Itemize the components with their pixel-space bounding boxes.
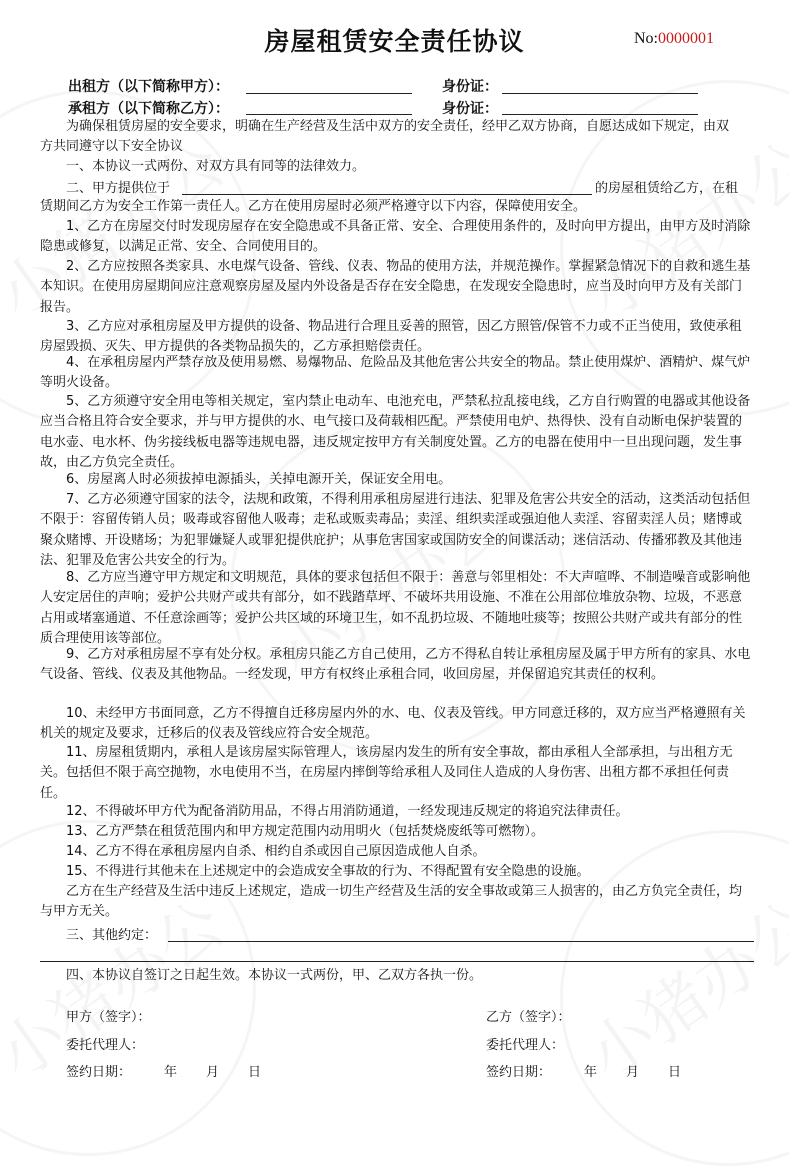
lessor-id-label: 身份证： [442,79,498,95]
clause-4: 四、本协议自签订之日起生效。本协议一式两份，甲、乙双方各执一份。 [66,968,483,983]
item-5: 5、乙方须遵守安全用电等相关规定，室内禁止电动车、电池充电，严禁私拉乱接电线，乙方自行购置的电器或其他设备应当合格且符合安全要求，并与甲方提供的水、电气接口及荷载相匹配。严禁使用电炉、热得快、没有自动断电保护装置的电水壶、电水杯、伪劣接线板电器等违规电器，违反规定按甲方有关制度处置。乙方的电器在使用中一旦出现问题，发生事故，由乙方负完全责任。 [40,394,751,471]
item-1: 1、乙方在房屋交付时发现房屋存在安全隐患或不具备正常、安全、合理使用条件的，及时向甲方提出，由甲方及时消除隐患或修复，以满足正常、安全、合同使用目的。 [40,219,751,255]
lessee-id-field[interactable] [502,114,698,115]
liability-paragraph: 乙方在生产经营及生活中违反上述规定，造成一切生产经营及生活的安全事故或第三人损害的，由乙方负完全责任，均与甲方无关。 [40,884,743,920]
item-15: 15、不得进行其他未在上述规定中的会造成安全事故的行为、不得配置有安全隐患的设施。 [66,864,590,879]
item-12: 12、不得破坏甲方代为配备消防用品，不得占用消防通道，一经发现违反规定的将追究法律责任。 [66,804,629,819]
intro-paragraph: 为确保租赁房屋的安全要求，明确在生产经营及生活中双方的安全责任，经甲乙双方协商，自愿达成如下规定，由双方共同遵守以下安全协议 [40,119,730,155]
party-a-agent-label: 委托代理人： [66,1038,145,1053]
item-11: 11、房屋租赁期内，承租人是该房屋实际管理人，该房屋内发生的所有安全事故，都由承租人全部承担，与出租方无关。包括但不限于高空抛物，水电使用不当，在房屋内摔倒等给承租人及同住人造成的人身伤害、出租方都不承担任何责任。 [40,745,733,801]
party-b-date-month: 月 [626,1065,640,1080]
party-a-date-label: 签约日期： [66,1065,132,1080]
document-number [634,30,714,48]
item-7: 7、乙方必须遵守国家的法令，法规和政策，不得利用承租房屋进行违法、犯罪及危害公共安全的活动，这类活动包括但不限于：容留传销人员；吸毒或容留他人吸毒；走私或贩卖毒品；卖淫、组织卖淫或强迫他人卖淫、容留卖淫人员；赌博或聚众赌博、开设赌场；为犯罪嫌疑人或罪犯提供庇护；从事危害国家或国防安全的间谍活动；迷信活动、传播邪教及其他违法、犯罪及危害公共安全的行为。 [40,492,751,569]
page-title: 房屋租赁安全责任协议 [264,27,525,56]
party-a-date-month: 月 [206,1065,220,1080]
party-a-signature-label: 甲方（签字）： [66,1010,151,1025]
other-terms-field-1[interactable] [168,941,754,942]
item-10: 10、未经甲方书面同意，乙方不得擅自迁移房屋内外的水、电、仪表及管线。甲方同意迁移的，双方应当严格遵照有关机关的规定及要求，迁移后的仪表及管线应符合安全规范。 [40,706,746,742]
party-a-date-year: 年 [164,1065,178,1080]
number-value: 0000001 [658,30,714,47]
party-b-signature-label: 乙方（签字）： [486,1010,571,1025]
party-a-date-day: 日 [248,1065,262,1080]
party-b-date-day: 日 [668,1065,682,1080]
party-b-agent-label: 委托代理人： [486,1038,565,1053]
item-2: 2、乙方应按照各类家具、水电煤气设备、管线、仪表、物品的使用方法，并规范操作。掌握紧急情况下的自救和逃生基本知识。在使用房屋期间应注意观察房屋及屋内外设备是否存在安全隐患，在发现安全隐患时，应当及时向甲方及有关部门报告。 [40,259,751,315]
lessee-name-field[interactable] [246,114,412,115]
item-9: 9、乙方对承租房屋不享有处分权。承租房只能乙方自己使用，乙方不得私自转让承租房屋及属于甲方所有的家具、水电气设备、管线、仪表及其他物品。一经发现，甲方有权终止承租合同，收回房屋，并保留追究其责任的权利。 [40,647,751,683]
clause-1: 一、本协议一式两份、对双方具有同等的法律效力。 [66,159,366,174]
property-address-field[interactable] [182,194,592,195]
item-8: 8、乙方应当遵守甲方规定和文明规范，具体的要求包括但不限于：善意与邻里相处：不大声喧哗、不制造噪音或影响他人安定居住的声响；爱护公共财产或共有部分，如不践踏草坪、不破坏共用设施、不准在公用部位堆放杂物、垃圾，不恶意占用或堵塞通道、不任意涂画等；爱护公共区域的环境卫生，如不乱扔垃圾、不随地吐痰等；按照公共财产或共有部分的性质合理使用该等部位。 [40,570,751,647]
lessee-label: 承租方（以下简称乙方）： [68,101,229,117]
lessee-id-label: 身份证： [442,101,498,117]
number-prefix: No: [634,30,658,47]
item-4: 4、在承租房屋内严禁存放及使用易燃、易爆物品、危险品及其他危害公共安全的物品。禁止使用煤炉、酒精炉、煤气炉等明火设备。 [40,355,751,391]
lessor-id-field[interactable] [502,93,698,94]
item-14: 14、乙方不得在承租房屋内自杀、相约自杀或因自己原因造成他人自杀。 [66,844,486,859]
clause-2-end: 的房屋租赁给乙方，在租 [595,181,739,196]
other-terms-field-2[interactable] [40,961,754,962]
party-b-date-label: 签约日期： [486,1065,552,1080]
lessor-label: 出租方（以下简称甲方）： [68,79,229,95]
clause-2-continued: 赁期间乙方为安全工作第一责任人。乙方在使用房屋时必须严格遵守以下内容，保障使用安全。 [40,199,587,214]
item-3: 3、乙方应对承租房屋及甲方提供的设备、物品进行合理且妥善的照管，因乙方照管/保管不力或不正当使用，致使承租房屋毁损、灭失、甲方提供的各类物品损失的，乙方承担赔偿责任。 [40,319,742,355]
item-6: 6、房屋离人时必须拔掉电源插头，关掉电源开关，保证安全用电。 [66,472,452,487]
party-b-date-year: 年 [584,1065,598,1080]
clause-2-start: 二、甲方提供位于 [66,181,171,196]
clause-3: 三、其他约定： [66,928,158,943]
lessor-name-field[interactable] [246,93,412,94]
item-13: 13、乙方严禁在租赁范围内和甲方规定范围内动用明火（包括焚烧废纸等可燃物）。 [66,824,545,839]
